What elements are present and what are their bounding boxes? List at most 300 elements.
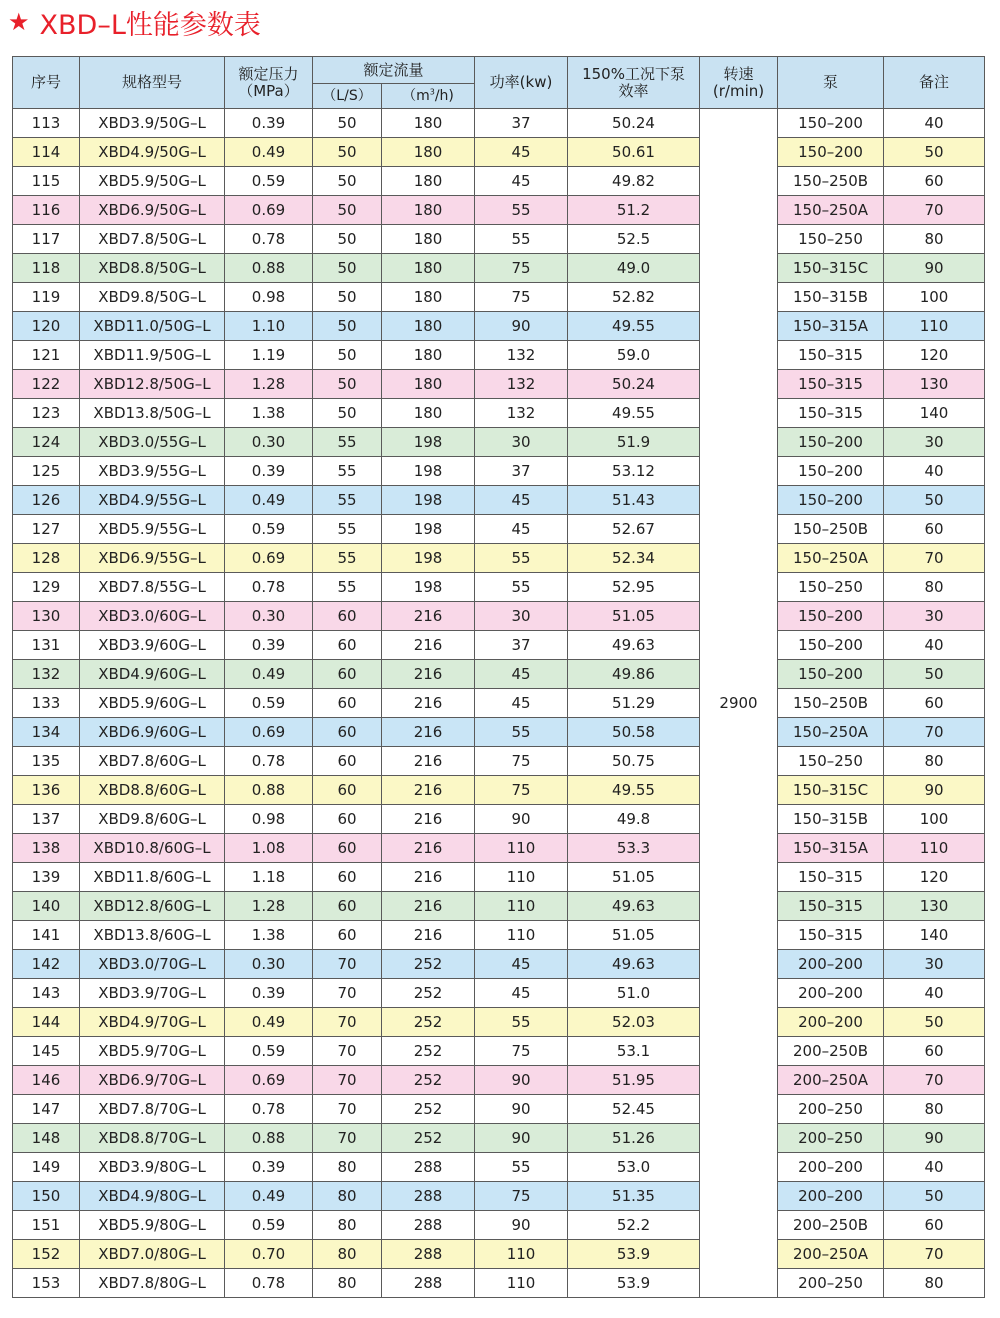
cell-power: 30: [475, 428, 568, 457]
table-row: [13, 544, 985, 573]
cell-no: 121: [13, 341, 80, 370]
cell-flow-m3h: 180: [382, 254, 475, 283]
cell-model: XBD5.9/70G–L: [80, 1037, 225, 1066]
page-title: [8, 2, 261, 42]
table-row: [13, 312, 985, 341]
star-icon: ★: [8, 8, 30, 36]
table-row: [13, 718, 985, 747]
cell-flow-ls: 50: [313, 225, 382, 254]
table-row: [13, 1008, 985, 1037]
header-remark: 备注: [884, 57, 985, 109]
cell-model: XBD7.8/80G–L: [80, 1269, 225, 1298]
cell-pressure: 0.49: [225, 660, 313, 689]
table-row: [13, 1037, 985, 1066]
cell-pump: 150–315B: [778, 805, 884, 834]
cell-pump: 150–250B: [778, 167, 884, 196]
table-row: [13, 399, 985, 428]
cell-flow-m3h: 180: [382, 399, 475, 428]
table-row: [13, 341, 985, 370]
cell-pressure: 0.78: [225, 225, 313, 254]
cell-flow-ls: 60: [313, 689, 382, 718]
cell-pressure: 0.49: [225, 138, 313, 167]
cell-flow-ls: 80: [313, 1182, 382, 1211]
cell-no: 114: [13, 138, 80, 167]
cell-pump: 200–200: [778, 1153, 884, 1182]
cell-efficiency: 49.63: [568, 892, 700, 921]
cell-remark: 50: [884, 660, 985, 689]
cell-pump: 150–315: [778, 399, 884, 428]
table-row: [13, 1124, 985, 1153]
cell-pressure: 0.78: [225, 747, 313, 776]
cell-pressure: 1.08: [225, 834, 313, 863]
cell-power: 75: [475, 1182, 568, 1211]
cell-power: 45: [475, 979, 568, 1008]
cell-remark: 60: [884, 689, 985, 718]
cell-remark: 90: [884, 1124, 985, 1153]
cell-flow-ls: 60: [313, 660, 382, 689]
cell-flow-m3h: 198: [382, 515, 475, 544]
cell-model: XBD8.8/50G–L: [80, 254, 225, 283]
cell-efficiency: 50.24: [568, 370, 700, 399]
cell-pressure: 0.59: [225, 1211, 313, 1240]
cell-flow-m3h: 216: [382, 863, 475, 892]
header-flow-m3h-post: /h): [434, 87, 454, 104]
cell-pump: 200–200: [778, 979, 884, 1008]
cell-power: 55: [475, 1008, 568, 1037]
cell-efficiency: 49.55: [568, 399, 700, 428]
cell-model: XBD9.8/60G–L: [80, 805, 225, 834]
cell-flow-ls: 60: [313, 805, 382, 834]
cell-efficiency: 50.58: [568, 718, 700, 747]
header-flow: 额定流量: [313, 57, 475, 84]
cell-speed: 2900: [700, 109, 778, 1298]
cell-flow-ls: 60: [313, 834, 382, 863]
cell-flow-m3h: 198: [382, 428, 475, 457]
cell-no: 135: [13, 747, 80, 776]
cell-flow-m3h: 180: [382, 225, 475, 254]
cell-pump: 150–250: [778, 573, 884, 602]
cell-pressure: 0.98: [225, 805, 313, 834]
cell-remark: 50: [884, 486, 985, 515]
cell-pump: 150–250: [778, 225, 884, 254]
table-row: [13, 486, 985, 515]
cell-power: 132: [475, 399, 568, 428]
table-row: [13, 370, 985, 399]
cell-flow-m3h: 252: [382, 950, 475, 979]
header-efficiency-line2: 效率: [618, 81, 649, 100]
cell-flow-ls: 55: [313, 515, 382, 544]
cell-efficiency: 49.0: [568, 254, 700, 283]
cell-model: XBD3.0/70G–L: [80, 950, 225, 979]
cell-power: 110: [475, 1240, 568, 1269]
table-header: [13, 57, 985, 109]
cell-pump: 150–315C: [778, 254, 884, 283]
cell-flow-m3h: 216: [382, 805, 475, 834]
cell-no: 129: [13, 573, 80, 602]
cell-flow-m3h: 216: [382, 921, 475, 950]
cell-remark: 30: [884, 602, 985, 631]
cell-remark: 110: [884, 834, 985, 863]
cell-model: XBD3.9/55G–L: [80, 457, 225, 486]
table-row: [13, 689, 985, 718]
header-no: 序号: [13, 57, 80, 109]
cell-pressure: 0.78: [225, 1269, 313, 1298]
header-pressure: [225, 57, 313, 109]
cell-pump: 150–250B: [778, 515, 884, 544]
table-row: [13, 602, 985, 631]
cell-model: XBD3.0/60G–L: [80, 602, 225, 631]
cell-no: 139: [13, 863, 80, 892]
table-row: [13, 950, 985, 979]
header-efficiency: [568, 57, 700, 109]
cell-power: 90: [475, 1095, 568, 1124]
cell-remark: 90: [884, 254, 985, 283]
cell-pump: 200–200: [778, 950, 884, 979]
cell-efficiency: 51.43: [568, 486, 700, 515]
cell-model: XBD12.8/50G–L: [80, 370, 225, 399]
cell-efficiency: 50.61: [568, 138, 700, 167]
cell-flow-m3h: 180: [382, 370, 475, 399]
cell-flow-ls: 60: [313, 863, 382, 892]
cell-model: XBD12.8/60G–L: [80, 892, 225, 921]
cell-efficiency: 49.86: [568, 660, 700, 689]
cell-no: 130: [13, 602, 80, 631]
cell-flow-ls: 60: [313, 921, 382, 950]
cell-pressure: 0.39: [225, 109, 313, 138]
cell-efficiency: 53.9: [568, 1240, 700, 1269]
cell-no: 143: [13, 979, 80, 1008]
cell-remark: 110: [884, 312, 985, 341]
cell-pump: 150–200: [778, 602, 884, 631]
cell-power: 55: [475, 196, 568, 225]
cell-model: XBD6.9/70G–L: [80, 1066, 225, 1095]
cell-pump: 200–200: [778, 1182, 884, 1211]
header-flow-m3h: [382, 84, 475, 109]
cell-flow-ls: 80: [313, 1269, 382, 1298]
cell-model: XBD7.0/80G–L: [80, 1240, 225, 1269]
table-row: [13, 631, 985, 660]
cell-flow-m3h: 198: [382, 573, 475, 602]
cell-flow-m3h: 252: [382, 1037, 475, 1066]
cell-model: XBD3.9/70G–L: [80, 979, 225, 1008]
cell-model: XBD9.8/50G–L: [80, 283, 225, 312]
cell-pressure: 0.98: [225, 283, 313, 312]
cell-pressure: 0.69: [225, 196, 313, 225]
cell-flow-m3h: 216: [382, 660, 475, 689]
cell-remark: 100: [884, 283, 985, 312]
table-row: [13, 515, 985, 544]
cell-remark: 80: [884, 1095, 985, 1124]
table-row: [13, 167, 985, 196]
cell-no: 136: [13, 776, 80, 805]
cell-efficiency: 53.0: [568, 1153, 700, 1182]
cell-efficiency: 51.26: [568, 1124, 700, 1153]
cell-model: XBD4.9/80G–L: [80, 1182, 225, 1211]
header-power: 功率(kw): [475, 57, 568, 109]
cell-pressure: 0.78: [225, 1095, 313, 1124]
header-efficiency-line1: 150%工况下泵: [582, 64, 685, 83]
cell-no: 131: [13, 631, 80, 660]
cell-efficiency: 49.82: [568, 167, 700, 196]
cell-efficiency: 49.63: [568, 950, 700, 979]
cell-pump: 150–315: [778, 370, 884, 399]
cell-pump: 200–250B: [778, 1211, 884, 1240]
cell-pump: 150–200: [778, 631, 884, 660]
cell-power: 110: [475, 892, 568, 921]
cell-flow-m3h: 198: [382, 544, 475, 573]
cell-pressure: 0.78: [225, 573, 313, 602]
cell-remark: 70: [884, 196, 985, 225]
cell-efficiency: 50.75: [568, 747, 700, 776]
table-row: [13, 1211, 985, 1240]
cell-efficiency: 49.63: [568, 631, 700, 660]
cell-no: 126: [13, 486, 80, 515]
table-row: [13, 921, 985, 950]
cell-model: XBD4.9/60G–L: [80, 660, 225, 689]
cell-flow-ls: 60: [313, 602, 382, 631]
table-row: [13, 834, 985, 863]
cell-remark: 140: [884, 399, 985, 428]
cell-no: 145: [13, 1037, 80, 1066]
cell-flow-m3h: 252: [382, 1066, 475, 1095]
page-title-text: XBD–L性能参数表: [39, 9, 261, 41]
cell-flow-ls: 60: [313, 776, 382, 805]
cell-flow-m3h: 288: [382, 1269, 475, 1298]
cell-efficiency: 53.1: [568, 1037, 700, 1066]
cell-flow-m3h: 216: [382, 718, 475, 747]
cell-flow-ls: 50: [313, 370, 382, 399]
table-row: [13, 109, 985, 138]
cell-pressure: 0.39: [225, 1153, 313, 1182]
cell-power: 90: [475, 1066, 568, 1095]
header-flow-m3h-pre: （m: [402, 87, 430, 104]
cell-remark: 80: [884, 1269, 985, 1298]
cell-model: XBD3.0/55G–L: [80, 428, 225, 457]
header-pressure-unit: （MPa）: [238, 81, 299, 100]
cell-power: 55: [475, 718, 568, 747]
cell-pump: 150–315C: [778, 776, 884, 805]
cell-pump: 200–250A: [778, 1066, 884, 1095]
cell-remark: 40: [884, 109, 985, 138]
cell-flow-ls: 50: [313, 399, 382, 428]
cell-power: 45: [475, 138, 568, 167]
table-row: [13, 1066, 985, 1095]
cell-flow-ls: 60: [313, 892, 382, 921]
cell-pressure: 0.69: [225, 1066, 313, 1095]
cell-pump: 150–315A: [778, 312, 884, 341]
cell-pressure: 0.30: [225, 950, 313, 979]
cell-flow-ls: 70: [313, 1095, 382, 1124]
performance-table-container: [12, 56, 984, 1298]
cell-efficiency: 52.82: [568, 283, 700, 312]
cell-model: XBD10.8/60G–L: [80, 834, 225, 863]
cell-pressure: 0.39: [225, 631, 313, 660]
header-pressure-label: 额定压力: [238, 64, 299, 83]
cell-power: 55: [475, 225, 568, 254]
cell-model: XBD6.9/55G–L: [80, 544, 225, 573]
cell-power: 30: [475, 602, 568, 631]
cell-flow-ls: 50: [313, 341, 382, 370]
cell-remark: 60: [884, 1037, 985, 1066]
table-row: [13, 1240, 985, 1269]
cell-flow-m3h: 180: [382, 167, 475, 196]
cell-efficiency: 52.95: [568, 573, 700, 602]
cell-no: 133: [13, 689, 80, 718]
cell-pressure: 0.59: [225, 515, 313, 544]
cell-pressure: 0.88: [225, 254, 313, 283]
cell-pressure: 0.49: [225, 486, 313, 515]
cell-efficiency: 53.12: [568, 457, 700, 486]
cell-pressure: 0.39: [225, 979, 313, 1008]
cell-remark: 120: [884, 863, 985, 892]
cell-flow-m3h: 216: [382, 776, 475, 805]
cell-no: 153: [13, 1269, 80, 1298]
cell-efficiency: 49.55: [568, 776, 700, 805]
table-row: [13, 254, 985, 283]
cell-no: 116: [13, 196, 80, 225]
cell-pump: 200–250: [778, 1095, 884, 1124]
header-flow-m3h-sup: 3: [429, 86, 435, 96]
cell-flow-ls: 50: [313, 312, 382, 341]
cell-flow-ls: 80: [313, 1240, 382, 1269]
cell-pump: 150–315A: [778, 834, 884, 863]
cell-flow-m3h: 252: [382, 1095, 475, 1124]
cell-power: 132: [475, 341, 568, 370]
cell-power: 75: [475, 776, 568, 805]
cell-pressure: 0.70: [225, 1240, 313, 1269]
cell-pressure: 1.19: [225, 341, 313, 370]
cell-power: 110: [475, 863, 568, 892]
cell-pressure: 1.18: [225, 863, 313, 892]
cell-no: 113: [13, 109, 80, 138]
table-row: [13, 1095, 985, 1124]
cell-efficiency: 52.67: [568, 515, 700, 544]
cell-remark: 40: [884, 631, 985, 660]
cell-model: XBD11.9/50G–L: [80, 341, 225, 370]
cell-pressure: 0.49: [225, 1182, 313, 1211]
cell-power: 45: [475, 167, 568, 196]
cell-no: 122: [13, 370, 80, 399]
cell-power: 37: [475, 631, 568, 660]
cell-remark: 50: [884, 1182, 985, 1211]
cell-remark: 60: [884, 515, 985, 544]
cell-remark: 90: [884, 776, 985, 805]
cell-pressure: 0.30: [225, 602, 313, 631]
cell-no: 148: [13, 1124, 80, 1153]
cell-flow-m3h: 180: [382, 341, 475, 370]
cell-pump: 200–200: [778, 1008, 884, 1037]
cell-power: 90: [475, 1211, 568, 1240]
cell-no: 132: [13, 660, 80, 689]
cell-pump: 150–250: [778, 747, 884, 776]
cell-model: XBD7.8/70G–L: [80, 1095, 225, 1124]
table-row: [13, 573, 985, 602]
cell-flow-m3h: 180: [382, 109, 475, 138]
cell-pump: 150–315B: [778, 283, 884, 312]
cell-pump: 150–250A: [778, 544, 884, 573]
cell-flow-m3h: 180: [382, 138, 475, 167]
cell-flow-ls: 70: [313, 1124, 382, 1153]
cell-pressure: 1.28: [225, 370, 313, 399]
cell-flow-m3h: 216: [382, 689, 475, 718]
cell-pump: 150–315: [778, 892, 884, 921]
cell-efficiency: 51.2: [568, 196, 700, 225]
cell-efficiency: 52.5: [568, 225, 700, 254]
cell-flow-ls: 55: [313, 573, 382, 602]
cell-flow-ls: 70: [313, 979, 382, 1008]
cell-model: XBD5.9/80G–L: [80, 1211, 225, 1240]
cell-flow-m3h: 180: [382, 196, 475, 225]
cell-pressure: 0.88: [225, 776, 313, 805]
cell-no: 146: [13, 1066, 80, 1095]
cell-remark: 80: [884, 573, 985, 602]
cell-efficiency: 51.9: [568, 428, 700, 457]
cell-pressure: 1.38: [225, 399, 313, 428]
cell-power: 90: [475, 312, 568, 341]
cell-flow-ls: 55: [313, 486, 382, 515]
cell-flow-ls: 50: [313, 167, 382, 196]
cell-model: XBD3.9/50G–L: [80, 109, 225, 138]
cell-pressure: 1.10: [225, 312, 313, 341]
cell-remark: 130: [884, 892, 985, 921]
cell-remark: 70: [884, 1066, 985, 1095]
cell-pump: 150–315: [778, 921, 884, 950]
table-body: [13, 109, 985, 1298]
cell-model: XBD6.9/60G–L: [80, 718, 225, 747]
header-speed-unit: (r/min): [712, 81, 765, 100]
cell-no: 127: [13, 515, 80, 544]
cell-flow-ls: 80: [313, 1211, 382, 1240]
cell-efficiency: 52.34: [568, 544, 700, 573]
cell-flow-ls: 50: [313, 196, 382, 225]
cell-flow-m3h: 252: [382, 979, 475, 1008]
cell-flow-ls: 70: [313, 1037, 382, 1066]
cell-model: XBD13.8/50G–L: [80, 399, 225, 428]
cell-flow-m3h: 252: [382, 1008, 475, 1037]
cell-flow-ls: 70: [313, 1008, 382, 1037]
cell-efficiency: 51.95: [568, 1066, 700, 1095]
cell-power: 110: [475, 921, 568, 950]
table-row: [13, 979, 985, 1008]
cell-flow-ls: 50: [313, 109, 382, 138]
cell-model: XBD8.8/70G–L: [80, 1124, 225, 1153]
cell-pump: 150–200: [778, 457, 884, 486]
cell-remark: 80: [884, 225, 985, 254]
cell-no: 147: [13, 1095, 80, 1124]
cell-efficiency: 51.35: [568, 1182, 700, 1211]
cell-remark: 60: [884, 1211, 985, 1240]
cell-model: XBD4.9/70G–L: [80, 1008, 225, 1037]
cell-pressure: 0.30: [225, 428, 313, 457]
cell-pump: 200–250: [778, 1124, 884, 1153]
cell-remark: 100: [884, 805, 985, 834]
cell-pump: 150–200: [778, 660, 884, 689]
cell-pressure: 1.38: [225, 921, 313, 950]
cell-flow-ls: 70: [313, 950, 382, 979]
header-flow-ls: （L/S）: [313, 84, 382, 109]
cell-power: 45: [475, 950, 568, 979]
cell-model: XBD4.9/50G–L: [80, 138, 225, 167]
performance-table: [12, 56, 985, 1298]
cell-pressure: 0.88: [225, 1124, 313, 1153]
cell-no: 150: [13, 1182, 80, 1211]
cell-efficiency: 52.03: [568, 1008, 700, 1037]
cell-remark: 70: [884, 1240, 985, 1269]
cell-remark: 70: [884, 718, 985, 747]
cell-flow-ls: 60: [313, 631, 382, 660]
table-row: [13, 138, 985, 167]
cell-remark: 80: [884, 747, 985, 776]
